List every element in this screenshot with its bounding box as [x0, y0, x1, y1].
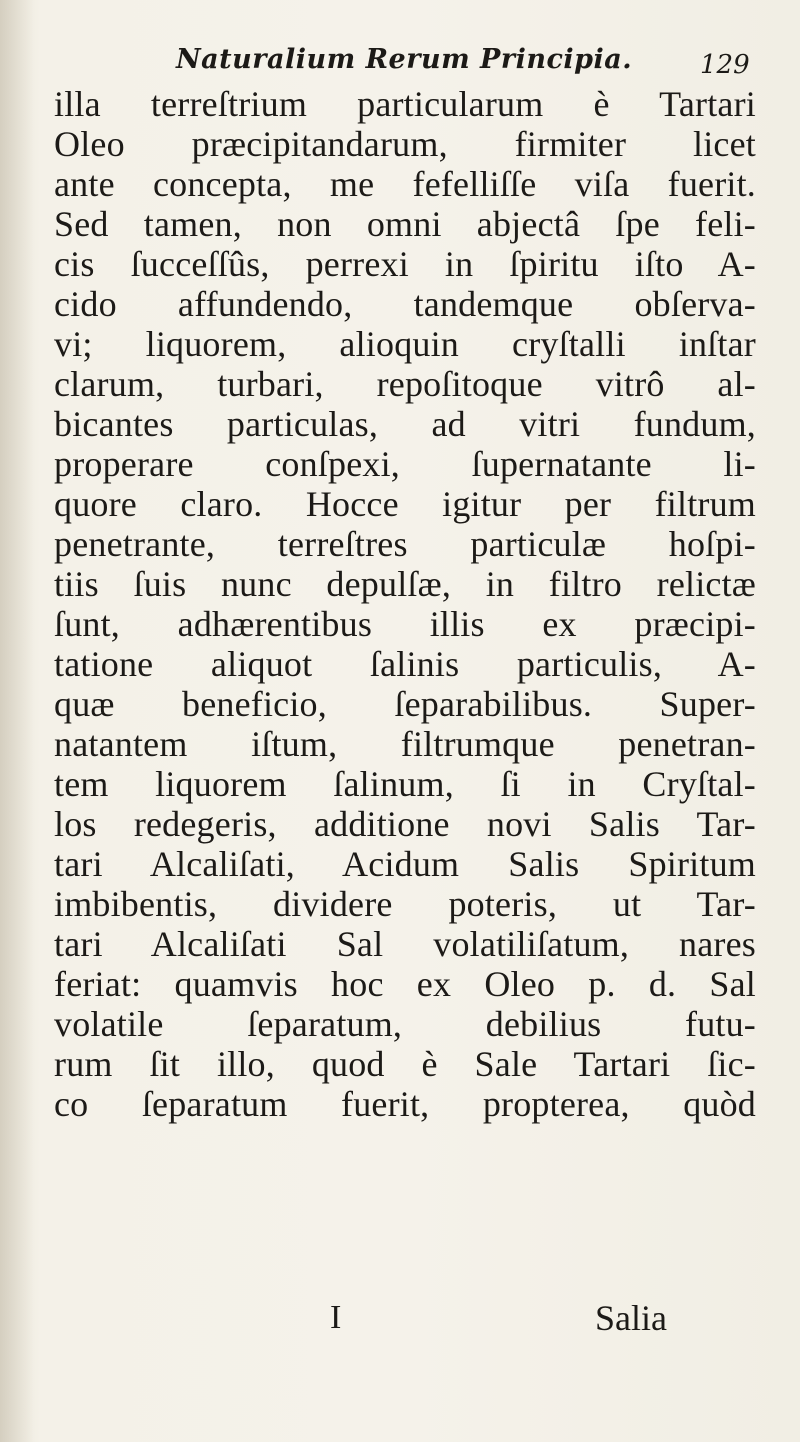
text-line: volatile ſeparatum, debilius futu- — [54, 1004, 756, 1044]
text-line: clarum, turbari, repoſitoque vitrô al- — [54, 364, 756, 404]
text-line: Oleo præcipitandarum, firmiter licet — [54, 124, 756, 164]
catchline — [0, 1298, 800, 1338]
text-line: illa terreſtrium particularum è Tartari — [54, 84, 756, 124]
text-line: bicantes particulas, ad vitri fundum, — [54, 404, 756, 444]
text-line: tari Alcaliſati, Acidum Salis Spiritum — [54, 844, 756, 884]
signature-mark: I — [330, 1299, 342, 1336]
text-line: rum ſit illo, quod è Sale Tartari ſic- — [54, 1044, 756, 1084]
text-line: Sed tamen, non omni abjectâ ſpe feli- — [54, 204, 756, 244]
text-line: tiis ſuis nunc depulſæ, in filtro relictæ — [54, 564, 756, 604]
text-line: natantem iſtum, filtrumque penetran- — [54, 724, 756, 764]
running-head — [0, 44, 800, 84]
page-number: 129 — [700, 50, 750, 80]
running-title: Naturalium Rerum Principia. — [176, 44, 633, 75]
text-line: cido affundendo, tandemque obſerva- — [54, 284, 756, 324]
text-line: quore claro. Hocce igitur per filtrum — [54, 484, 756, 524]
text-line: vi; liquorem, alioquin cryſtalli inſtar — [54, 324, 756, 364]
text-line: ſunt, adhærentibus illis ex præcipi- — [54, 604, 756, 644]
body-text — [54, 84, 756, 1124]
text-line: quæ beneficio, ſeparabilibus. Super- — [54, 684, 756, 724]
text-line: tatione aliquot ſalinis particulis, A- — [54, 644, 756, 684]
text-line: feriat: quamvis hoc ex Oleo p. d. Sal — [54, 964, 756, 1004]
gutter-shadow — [0, 0, 34, 1442]
text-line: properare conſpexi, ſupernatante li- — [54, 444, 756, 484]
text-line: co ſeparatum fuerit, propterea, quòd — [54, 1084, 756, 1124]
text-line: los redegeris, additione novi Salis Tar- — [54, 804, 756, 844]
text-line: tem liquorem ſalinum, ſi in Cryſtal- — [54, 764, 756, 804]
text-line: penetrante, terreſtres particulæ hoſpi- — [54, 524, 756, 564]
text-line: ante concepta, me fefelliſſe viſa fuerit. — [54, 164, 756, 204]
text-line: tari Alcaliſati Sal volatiliſatum, nares — [54, 924, 756, 964]
text-line: cis ſucceſſûs, perrexi in ſpiritu iſto A- — [54, 244, 756, 284]
text-line: imbibentis, dividere poteris, ut Tar- — [54, 884, 756, 924]
catchword: Salia — [595, 1298, 667, 1338]
